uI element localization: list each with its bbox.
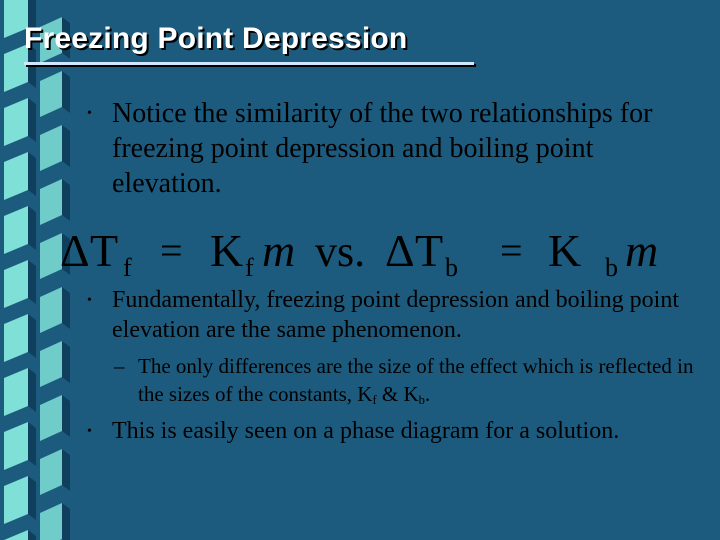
slide-title: Freezing Point Depression (24, 22, 408, 55)
deco-block-shadow (62, 503, 70, 540)
deco-block (4, 260, 28, 308)
eq-K-sub-f: f (245, 253, 254, 278)
deco-block-shadow (62, 341, 70, 383)
bullet-dot: • (87, 106, 92, 121)
eq-vs: vs. (315, 227, 366, 276)
deco-block (4, 98, 28, 146)
deco-block (40, 179, 62, 225)
deco-block (4, 530, 28, 540)
eq-K-sub-b: b (605, 253, 618, 278)
deco-block-shadow (28, 206, 36, 250)
eq-equals-1: = (160, 228, 183, 273)
sub-bullet (138, 352, 710, 414)
deco-block-shadow (28, 368, 36, 412)
sub-bullet-dash: – (114, 354, 125, 378)
deco-block-shadow (62, 395, 70, 437)
eq-m-1: m (262, 225, 296, 276)
deco-block-shadow (28, 152, 36, 196)
deco-block (40, 341, 62, 387)
eq-delta-1: Δ (60, 225, 90, 276)
deco-block (4, 422, 28, 470)
deco-block (4, 152, 28, 200)
eq-m-2: m (625, 225, 659, 276)
sub-bullet-mid: & K (376, 382, 419, 406)
deco-block (40, 287, 62, 333)
deco-block-shadow (62, 449, 70, 491)
deco-block-shadow (28, 422, 36, 466)
eq-sub-b: b (445, 253, 458, 278)
deco-block-shadow (28, 260, 36, 304)
deco-block (40, 395, 62, 441)
eq-sub-f: f (123, 253, 132, 278)
deco-block-shadow (62, 287, 70, 329)
deco-block-shadow (28, 98, 36, 142)
deco-block (4, 314, 28, 362)
deco-block-shadow (28, 314, 36, 358)
eq-K-1: K (210, 225, 244, 276)
eq-K-2: K (548, 225, 582, 276)
deco-block (40, 233, 62, 279)
deco-block (40, 503, 62, 540)
sub-bullet-kb-sub: b (418, 393, 425, 408)
deco-block (40, 71, 62, 117)
sub-bullet-end: . (424, 382, 431, 406)
eq-delta-2: Δ (385, 225, 415, 276)
deco-block (40, 449, 62, 495)
deco-block (40, 125, 62, 171)
sub-bullet-text: The only differences are the size of the effect which is reflected in the sizes of the constants, K (138, 354, 694, 406)
bullet-3: This is easily seen on a phase diagram for a solution. (112, 418, 620, 444)
deco-block-shadow (28, 530, 36, 540)
deco-block-shadow (28, 476, 36, 520)
title-underline (24, 62, 474, 65)
bullet-dot: • (87, 424, 92, 439)
deco-block-shadow (62, 125, 70, 167)
sub-bullet-kf-sub: f (372, 393, 377, 408)
deco-block-shadow (62, 179, 70, 221)
equation (60, 222, 680, 278)
deco-block (4, 368, 28, 416)
deco-block-shadow (62, 71, 70, 113)
bullet-dot: • (87, 293, 92, 308)
eq-T-2: T (415, 225, 444, 276)
bullet-2: Fundamentally, freezing point depression and boiling point elevation are the same phenomenon. (112, 287, 679, 343)
bullet-1: Notice the similarity of the two relationships for freezing point depression and boiling point elevation. (112, 98, 653, 199)
deco-block (4, 476, 28, 524)
deco-block (4, 206, 28, 254)
eq-T-1: T (90, 225, 119, 276)
eq-equals-2: = (500, 228, 523, 273)
